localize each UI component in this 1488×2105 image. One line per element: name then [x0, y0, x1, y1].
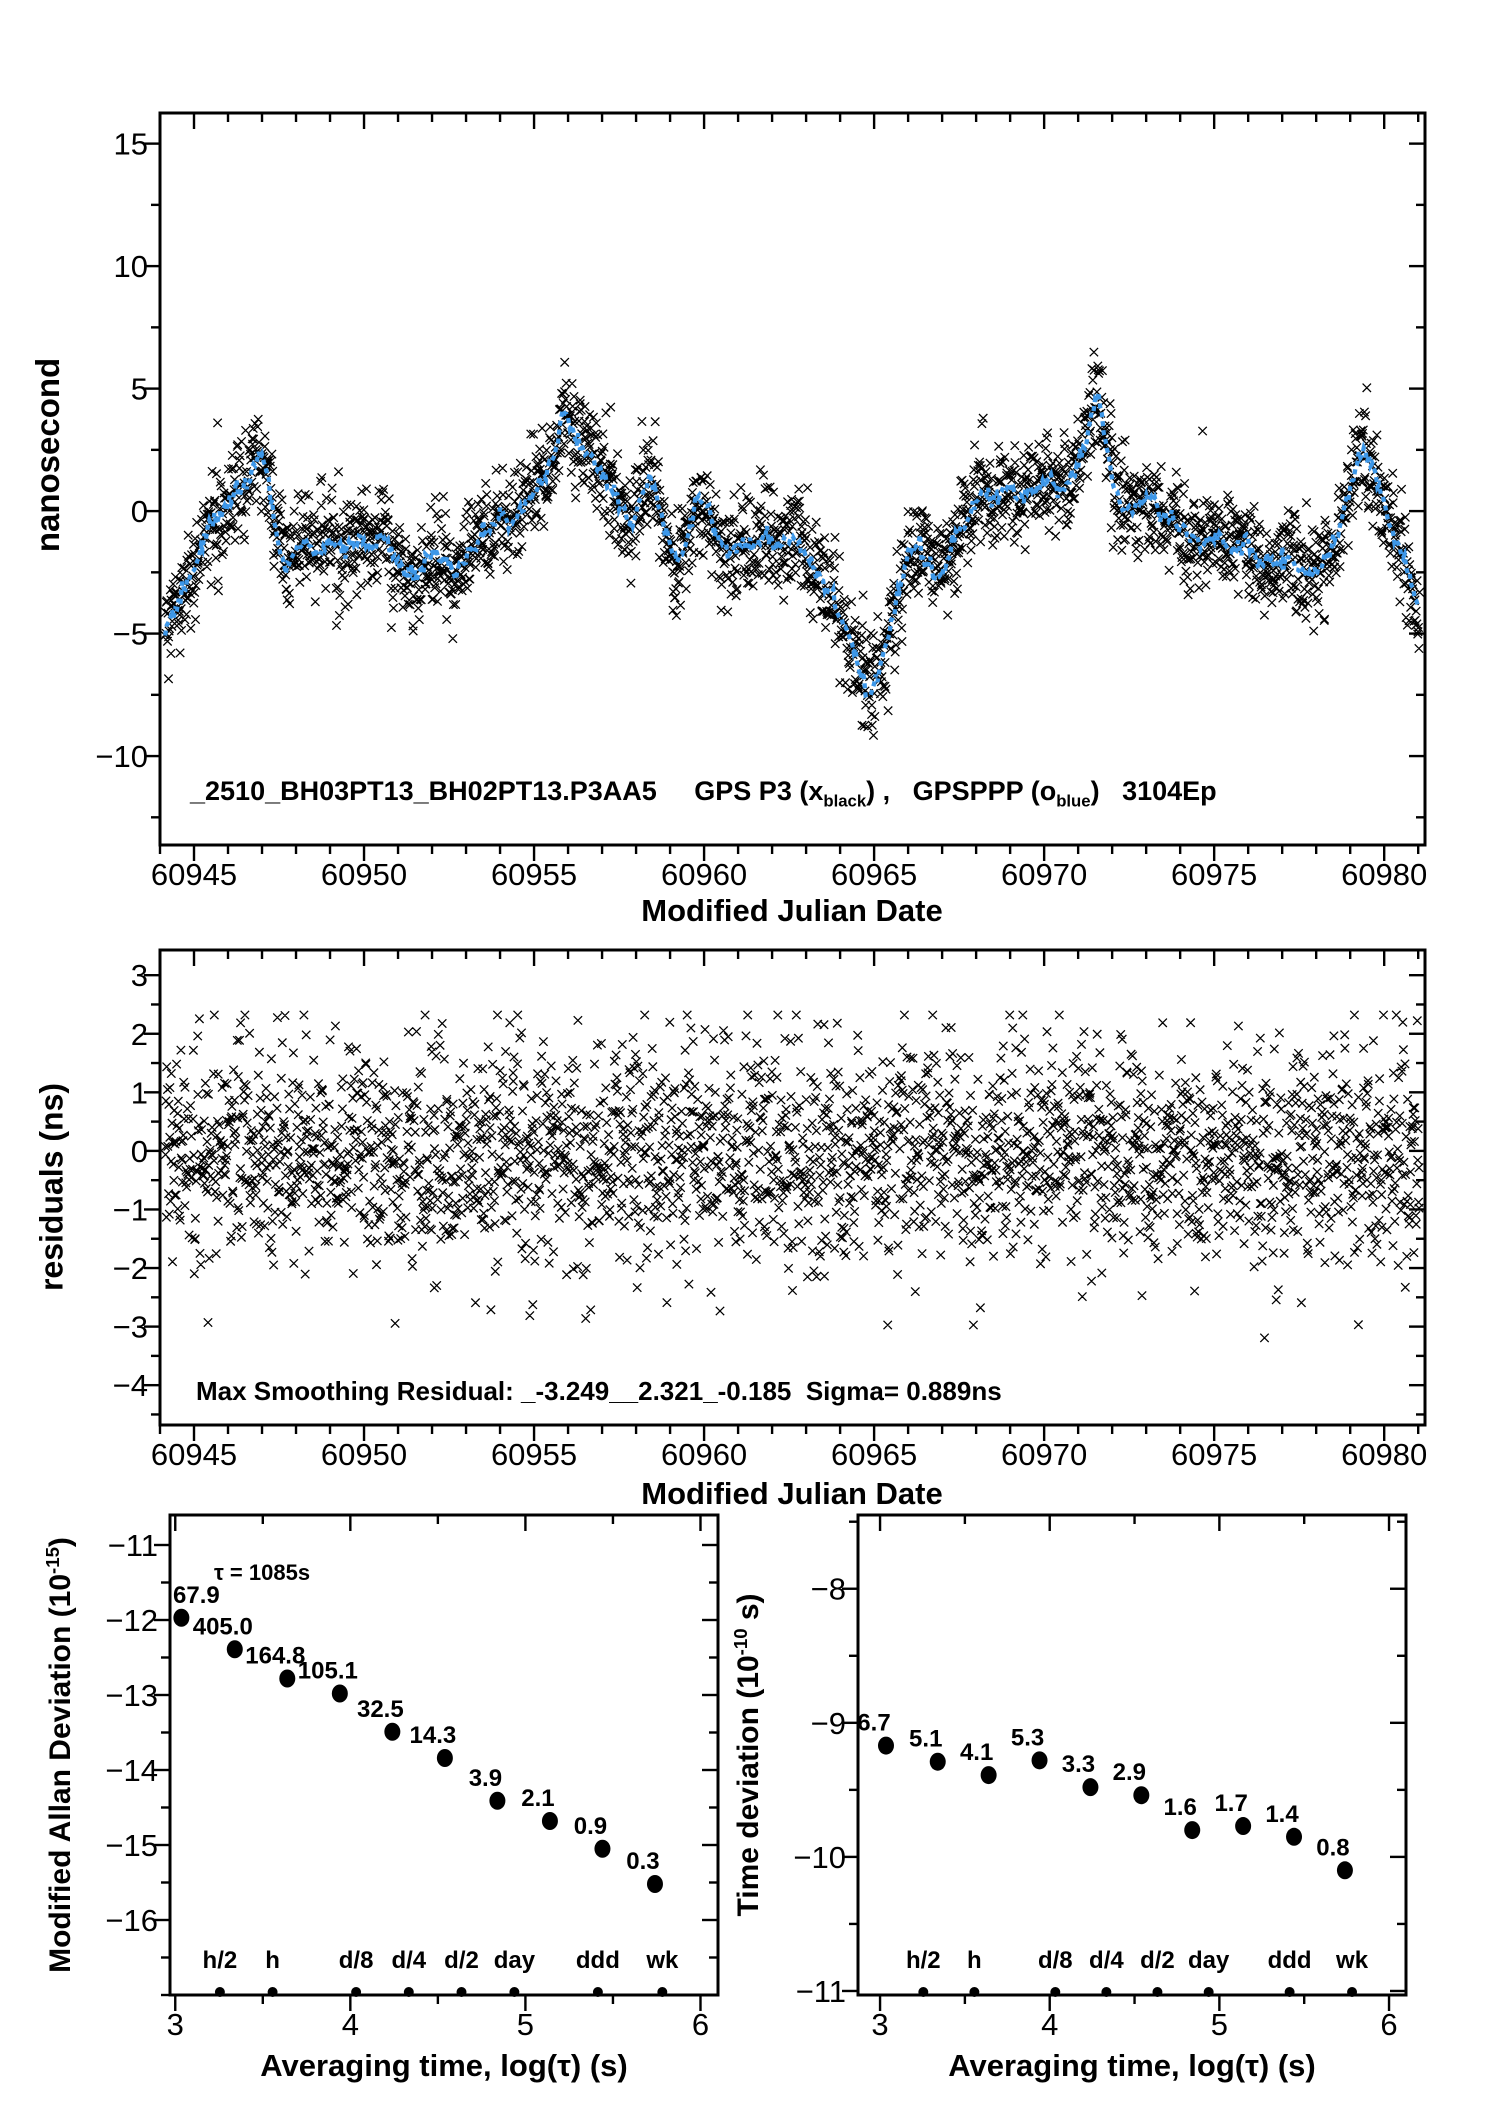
deviation-point: [1032, 1751, 1048, 1769]
x-tick-label: 60965: [831, 1437, 918, 1472]
tau-marker-dot: [593, 1987, 603, 1997]
deviation-point: [981, 1766, 997, 1784]
x-tick-label: 60980: [1341, 1437, 1428, 1472]
residuals-scatter: [161, 1011, 1423, 1342]
mdev-y-axis-label: Modified Allan Deviation $(10^{-15})$: [42, 1537, 77, 1973]
tau-marker-dot: [969, 1987, 979, 1997]
deviation-value-label: 4.1: [959, 1739, 994, 1767]
x-tick-label: 60945: [150, 857, 238, 892]
deviation-point: [542, 1812, 558, 1830]
tau-marker-label: h: [967, 1947, 982, 1974]
x-tick-label: 60950: [320, 857, 408, 892]
y-tick-label: 0: [130, 494, 148, 530]
deviation-point: [1337, 1861, 1353, 1879]
y-tick-label: −9: [810, 1705, 846, 1741]
tau-marker-dot: [1204, 1987, 1214, 1997]
tau-marker-dot: [215, 1987, 225, 1997]
y-tick-label: −2: [112, 1251, 148, 1287]
deviation-value-label: 105.1: [297, 1657, 358, 1685]
deviation-point: [1082, 1778, 1098, 1796]
y-tick-label: 15: [113, 126, 148, 162]
mdev-x-axis-label: Averaging time, log(τ) (s): [260, 2048, 628, 2083]
x-tick-label: 6: [1380, 2007, 1398, 2042]
x-tick-label: 3: [871, 2007, 889, 2042]
tau-marker-label: ddd: [1267, 1947, 1312, 1974]
deviation-value-label: 1.6: [1163, 1794, 1197, 1822]
deviation-value-label: 3.3: [1061, 1751, 1096, 1779]
residuals-data-layer: [161, 1011, 1423, 1342]
deviation-point: [878, 1737, 894, 1755]
tau-marker-label: d/2: [1140, 1947, 1175, 1974]
x-tick-label: 5: [1210, 2007, 1228, 2042]
deviation-value-label: 6.7: [857, 1709, 891, 1737]
y-tick-label: 3: [130, 958, 148, 994]
x-tick-label: 60960: [660, 857, 748, 892]
y-tick-label: −10: [793, 1839, 846, 1875]
tau-marker-label: day: [1188, 1947, 1230, 1974]
tau-marker-label: d/2: [444, 1947, 479, 1974]
y-tick-label: −11: [107, 1528, 158, 1563]
y-tick-label: −5: [112, 616, 148, 652]
y-tick-label: −15: [105, 1828, 158, 1863]
y-tick-label: 2: [130, 1016, 148, 1052]
x-tick-label: 4: [341, 2007, 359, 2042]
x-tick-label: 60950: [320, 1437, 408, 1472]
x-tick-label: 60970: [1001, 1437, 1088, 1472]
tau-marker-label: wk: [1336, 1947, 1369, 1974]
tdev-y-axis-label: Time deviation ($10^{-10}$ s): [730, 1593, 765, 1917]
tau-marker-label: h: [265, 1947, 280, 1974]
deviation-point: [1286, 1828, 1302, 1846]
top-chart-title: _2510_BH03PT13_BH02PT13.P3AA5 GPS P3 $(x_{black})$ , GPSPPP $(o_{blue})$ 3104Ep: [190, 776, 1217, 811]
tau-marker-label: day: [493, 1947, 536, 1974]
y-tick-label: 0: [130, 1133, 148, 1169]
deviation-value-label: 3.9: [468, 1764, 503, 1792]
tau-marker-dot: [1347, 1987, 1357, 1997]
tau-marker-label: d/4: [391, 1947, 427, 1974]
tau-marker-label: d/4: [1089, 1947, 1124, 1974]
deviation-value-label: 405.0: [192, 1613, 253, 1641]
tau-marker-dot: [351, 1987, 361, 1997]
y-tick-label: 10: [113, 249, 148, 285]
tau-marker-label: h/2: [905, 1947, 941, 1974]
deviation-point: [1184, 1821, 1200, 1839]
y-tick-label: −1: [112, 1192, 148, 1228]
y-tick-label: −8: [810, 1571, 846, 1607]
middle-y-axis-label: residuals (ns): [33, 1082, 70, 1292]
deviation-value-label: 1.7: [1214, 1790, 1248, 1818]
top-x-axis-label: Modified Julian Date: [641, 893, 943, 928]
y-tick-label: 1: [130, 1075, 148, 1111]
deviation-point: [594, 1840, 610, 1858]
y-tick-label: −14: [105, 1753, 158, 1788]
deviation-value-label: 67.9: [173, 1581, 220, 1609]
deviation-point: [437, 1749, 453, 1767]
y-tick-label: 5: [130, 371, 148, 407]
bottom_left-data-layer: [173, 1582, 679, 1997]
x-tick-label: 60945: [150, 1437, 238, 1472]
deviation-value-label: 32.5: [356, 1695, 404, 1723]
tau-marker-label: wk: [646, 1947, 679, 1974]
tau-marker-dot: [1285, 1987, 1295, 1997]
deviation-point: [384, 1723, 400, 1741]
y-tick-label: −12: [105, 1603, 158, 1638]
deviation-value-label: 2.1: [521, 1785, 555, 1812]
tau-marker-dot: [1101, 1987, 1111, 1997]
y-tick-label: −4: [112, 1368, 148, 1404]
middle-x-axis-label: Modified Julian Date: [641, 1476, 943, 1511]
y-tick-label: −16: [105, 1903, 158, 1938]
x-tick-label: 6: [691, 2007, 710, 2042]
y-tick-label: −13: [105, 1678, 158, 1713]
deviation-point: [1235, 1817, 1251, 1835]
y-tick-label: −11: [795, 1973, 846, 2009]
x-tick-label: 60960: [660, 1437, 748, 1472]
deviation-value-label: 0.9: [573, 1812, 608, 1840]
deviation-point: [647, 1875, 663, 1893]
tau-marker-dot: [1152, 1987, 1162, 1997]
deviation-point: [227, 1640, 243, 1658]
deviation-point: [279, 1670, 295, 1688]
deviation-value-label: 14.3: [409, 1722, 457, 1749]
tau-marker-dot: [509, 1987, 519, 1997]
x-tick-label: 60975: [1171, 1437, 1258, 1472]
x-tick-label: 60970: [1001, 857, 1088, 892]
y-tick-label: −3: [112, 1309, 148, 1345]
deviation-value-label: 2.9: [1112, 1759, 1147, 1787]
x-tick-label: 60955: [490, 1437, 578, 1472]
top-data-layer: [161, 348, 1424, 740]
x-tick-label: 60955: [490, 857, 578, 892]
tau-marker-dot: [1050, 1987, 1060, 1997]
tau-marker-dot: [268, 1987, 278, 1997]
residual-annotation: Max Smoothing Residual: _-3.249__2.321_-0.185 Sigma= 0.889ns: [196, 1376, 1002, 1406]
deviation-point: [332, 1685, 348, 1703]
deviation-value-label: 5.3: [1010, 1724, 1045, 1752]
tau-marker-label: d/8: [1037, 1947, 1073, 1974]
deviation-point: [1133, 1786, 1149, 1804]
top-y-axis-label: nanosecond: [29, 357, 66, 553]
deviation-value-label: 5.1: [909, 1725, 943, 1753]
deviation-value-label: 1.4: [1265, 1800, 1299, 1828]
deviation-value-label: 0.8: [1316, 1834, 1350, 1862]
deviation-value-label: 164.8: [245, 1642, 306, 1670]
deviation-value-label: 0.3: [626, 1848, 660, 1875]
tau-marker-label: ddd: [575, 1947, 620, 1974]
deviation-point: [930, 1753, 946, 1771]
tau-marker-label: d/8: [338, 1947, 374, 1974]
tau-marker-dot: [404, 1987, 414, 1997]
tdev-x-axis-label: Averaging time, log(τ) (s): [948, 2048, 1316, 2083]
tau-marker-label: h/2: [202, 1947, 238, 1974]
x-tick-label: 5: [516, 2007, 535, 2042]
tau-marker-dot: [918, 1987, 928, 1997]
x-tick-label: 60975: [1171, 857, 1258, 892]
tau-marker-dot: [457, 1987, 467, 1997]
x-tick-label: 60980: [1341, 857, 1428, 892]
x-tick-label: 3: [166, 2007, 184, 2042]
bottom_right-data-layer: [857, 1710, 1368, 1997]
deviation-point: [489, 1792, 505, 1810]
y-tick-label: −10: [95, 739, 148, 775]
x-tick-label: 4: [1041, 2007, 1059, 2042]
x-tick-label: 60965: [831, 857, 918, 892]
deviation-point: [173, 1609, 189, 1627]
tau-annotation: τ = 1085s: [214, 1560, 311, 1585]
tau-marker-dot: [657, 1987, 667, 1997]
